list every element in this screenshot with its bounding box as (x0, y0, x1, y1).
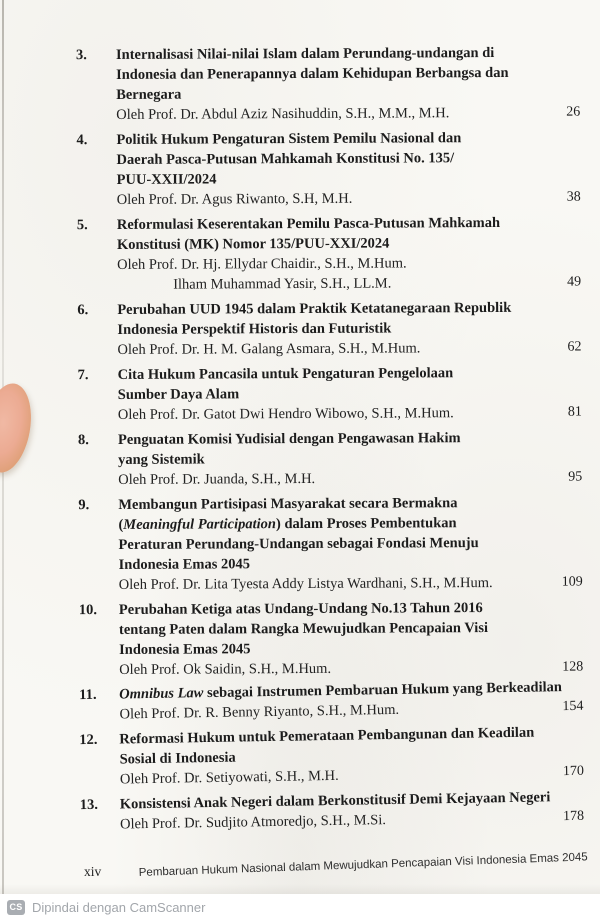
entry-author-line: Oleh Prof. Dr. R. Benny Riyanto, S.H., M.Hum. (119, 701, 400, 723)
entry-author-line: Ilham Muhammad Yasir, S.H., LL.M. (173, 275, 392, 293)
entry-title-line (119, 553, 541, 575)
title-segment-italic: Omnibus Law (119, 685, 204, 703)
title-segment: Konstitusi (MK) Nomor 135/PUU-XXI/2024 (116, 235, 390, 253)
entry-title-line (117, 168, 539, 190)
entry-author-line: Oleh Prof. Dr. Agus Riwanto, S.H, M.H. (116, 190, 353, 208)
title-segment: Reformulasi Keserentakan Pemilu Pasca-Putusan Mahkamah (116, 214, 501, 233)
entry-number: 8. (77, 432, 89, 449)
toc-entry (76, 128, 580, 211)
entry-body (118, 493, 541, 595)
title-segment: Perubahan UUD 1945 dalam Praktik Ketatanegaraan Republik (117, 299, 512, 318)
entry-body (118, 428, 540, 490)
entry-title-line (118, 363, 540, 385)
title-segment: Peraturan Perundang-Undangan sebagai Fondasi Menuju (118, 535, 479, 553)
entry-author-line: Oleh Prof. Dr. Sudjito Atmoredjo, S.H., M.Si. (119, 812, 387, 833)
title-segment: sebagai Instrumen Pembaruan Hukum yang Berkeadilan (203, 679, 563, 702)
title-segment: ( (118, 516, 124, 533)
entry-title-line (116, 128, 538, 150)
toc-entry (78, 428, 582, 491)
entry-page-number: 154 (562, 698, 584, 715)
page-footer (84, 851, 589, 880)
entry-number: 6. (77, 302, 89, 319)
entry-author-line: Oleh Prof. Dr. H. M. Galang Asmara, S.H., M.Hum. (117, 340, 421, 358)
entry-number: 5. (76, 217, 88, 234)
title-segment: Konsistensi Anak Negeri dalam Berkonstitusif Demi Kejayaan Negeri (119, 789, 551, 813)
toc-entry (77, 298, 581, 361)
title-segment: Perubahan Ketiga atas Undang-Undang No.13 Tahun 2016 (118, 600, 483, 618)
title-segment: tentang Paten dalam Rangka Mewujudkan Pencapaian Visi (118, 620, 489, 638)
toc-entry (79, 598, 583, 681)
entry-number: 9. (78, 497, 90, 514)
entry-body (119, 723, 542, 790)
toc-entry (79, 722, 584, 790)
entry-number: 4. (76, 132, 88, 149)
entry-page-number: 81 (567, 404, 582, 420)
entry-body (119, 788, 551, 835)
entry-title-line (118, 383, 540, 405)
entry-body (116, 128, 538, 210)
entry-body (118, 363, 540, 425)
entry-author-line: Oleh Prof. Dr. Abdul Aziz Nasihuddin, S.H., M.M., M.H. (116, 105, 450, 123)
entry-number: 12. (79, 731, 98, 749)
title-segment: Indonesia Emas 2045 (118, 556, 251, 573)
title-segment: Internalisasi Nilai-nilai Islam dalam Perundang-undangan di (115, 44, 495, 63)
toc-entry (79, 677, 584, 725)
entry-title-line (118, 428, 540, 450)
toc-entry (76, 43, 580, 126)
title-segment: Indonesia Emas 2045 (119, 641, 251, 658)
toc-entry (78, 363, 582, 426)
title-segment: Penguatan Komisi Yudisial dengan Pengawasan Hakim (117, 430, 461, 448)
entry-title-line (119, 598, 541, 620)
title-segment: Cita Hukum Pancasila untuk Pengaturan Pengelolaan (117, 365, 454, 383)
entry-body (119, 598, 541, 680)
entry-page-number: 62 (567, 339, 582, 355)
entry-author-line: Oleh Prof. Dr. Hj. Ellydar Chaidir., S.H., M.Hum. (117, 255, 407, 273)
entry-page-number: 95 (568, 469, 583, 485)
entry-title-line (116, 43, 538, 65)
entry-body (117, 298, 539, 360)
camscanner-watermark-text: Dipindai dengan CamScanner (32, 899, 206, 915)
entry-body (117, 213, 539, 295)
footer-page-number: xiv (84, 864, 102, 879)
entry-body (119, 678, 563, 725)
title-segment: Reformasi Hukum untuk Pemerataan Pembangunan dan Keadilan (119, 724, 535, 748)
title-segment: ) dalam Proses Pembentukan (275, 515, 457, 533)
entry-page-number: 128 (562, 659, 584, 675)
entry-body (116, 43, 538, 125)
entry-page-number: 109 (561, 574, 583, 590)
title-segment: Sosial di Indonesia (119, 749, 236, 768)
entry-title-line (116, 148, 538, 170)
entry-title-line (118, 493, 540, 515)
entry-page-number: 170 (562, 763, 585, 780)
entry-number: 13. (79, 796, 99, 814)
scan-edge-shadow (0, 884, 600, 894)
title-segment: Indonesia dan Penerapannya dalam Kehidupan Berbangsa dan (116, 64, 509, 83)
entry-number: 11. (79, 686, 97, 704)
title-segment: Daerah Pasca-Putusan Mahkamah Konstitusi No. 135/ (116, 150, 455, 168)
entry-title-line (118, 533, 540, 555)
entry-page-number: 38 (566, 189, 581, 205)
table-of-contents (0, 42, 600, 840)
entry-title-line (118, 448, 540, 470)
entry-title-line (119, 638, 541, 660)
entry-title-line (117, 213, 539, 235)
entry-number: 7. (77, 367, 89, 384)
entry-page-number: 178 (562, 808, 585, 825)
title-segment: Bernegara (116, 86, 182, 103)
entry-page-number: 49 (567, 274, 582, 290)
title-segment: Membangun Partisipasi Masyarakat secara Bermakna (118, 495, 458, 513)
title-segment: Sumber Daya Alam (117, 386, 240, 403)
title-segment-italic: Meaningful Participation (123, 516, 277, 533)
entry-title-line (117, 233, 539, 255)
entry-title-line (116, 63, 538, 85)
toc-entry (77, 213, 581, 296)
entry-number: 3. (75, 47, 87, 64)
entry-title-line (116, 83, 538, 105)
entry-number: 10. (78, 602, 98, 619)
toc-entry (80, 787, 585, 835)
entry-title-line (117, 298, 539, 320)
footer-book-title: Pembaruan Hukum Nasional dalam Mewujudkan Pencapaian Visi Indonesia Emas 2045 (138, 851, 589, 879)
camscanner-watermark-bar (0, 894, 600, 920)
entry-title-line (117, 318, 539, 340)
title-segment: Indonesia Perspektif Historis dan Futuristik (117, 320, 392, 338)
camscanner-icon: CS (7, 900, 25, 915)
entry-author-line: Oleh Prof. Dr. Lita Tyesta Addy Listya Wardhani, S.H., M.Hum. (118, 574, 493, 593)
entry-title-line (118, 513, 540, 535)
entry-author-line: Oleh Prof. Ok Saidin, S.H., M.Hum. (119, 660, 332, 678)
entry-author-line: Oleh Prof. Dr. Setiyowati, S.H., M.H. (119, 767, 339, 788)
entry-page-number: 26 (566, 104, 581, 120)
entry-author-line: Oleh Prof. Dr. Gatot Dwi Hendro Wibowo, S.H., M.Hum. (117, 405, 454, 423)
title-segment: yang Sistemik (118, 451, 205, 468)
title-segment: Politik Hukum Pengaturan Sistem Pemilu Nasional dan (116, 130, 462, 148)
entry-title-line (119, 618, 541, 640)
title-segment: PUU-XXII/2024 (116, 171, 217, 188)
entry-author-line: Oleh Prof. Dr. Juanda, S.H., M.H. (118, 470, 316, 488)
toc-entry (78, 493, 583, 596)
